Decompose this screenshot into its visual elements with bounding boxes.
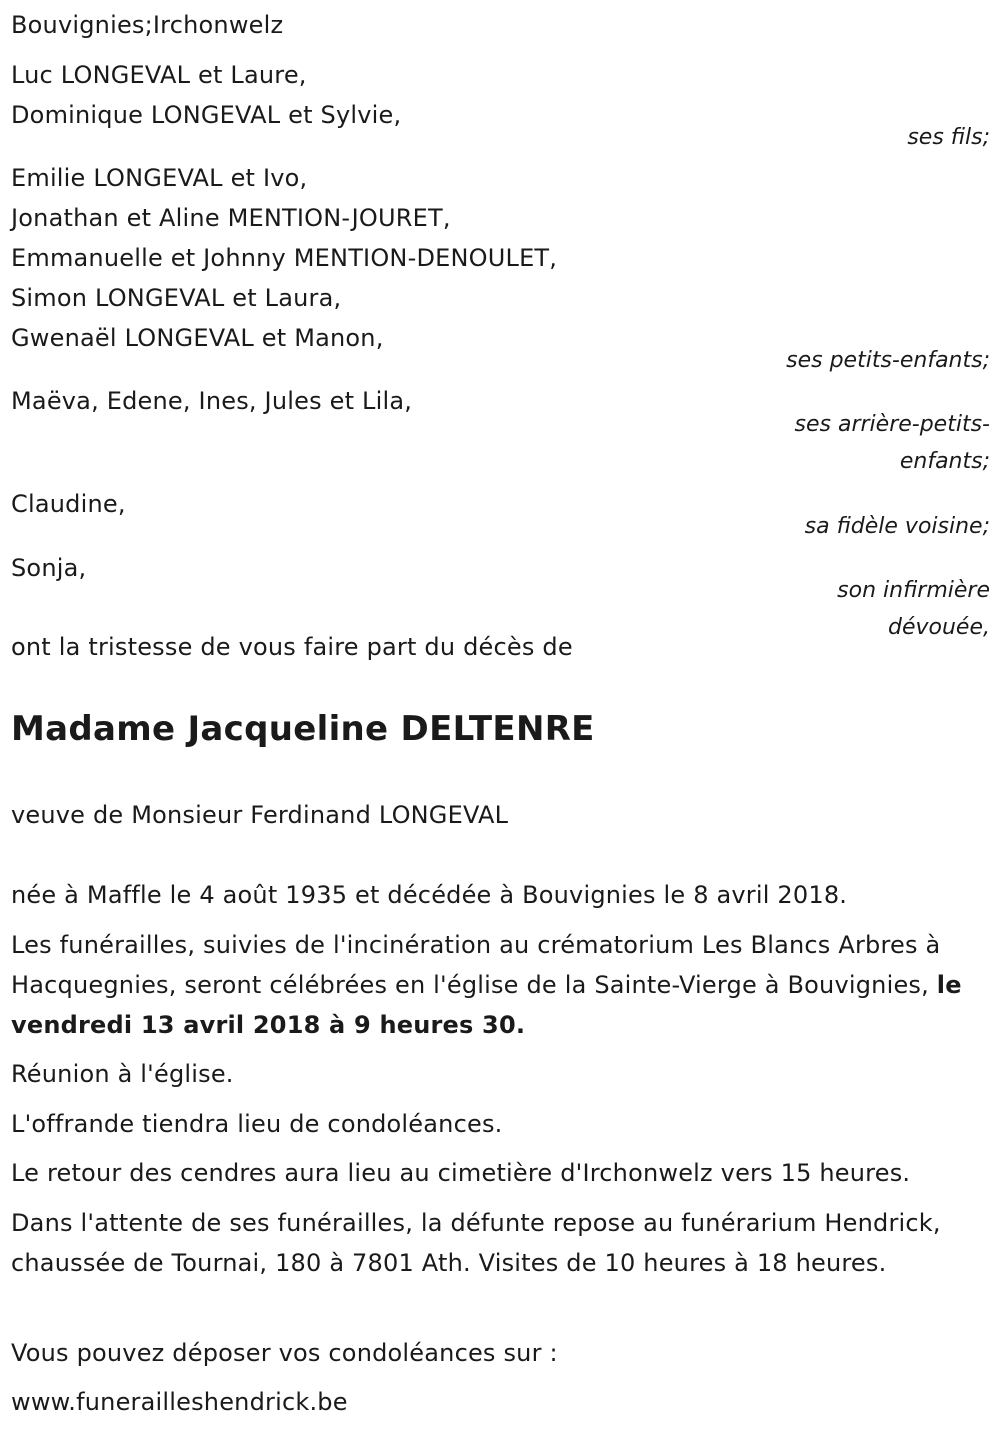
nurse: Sonja, bbox=[11, 554, 87, 582]
grandchild-4: Simon LONGEVAL et Laura, bbox=[11, 284, 342, 312]
repose-text: Dans l'attente de ses funérailles, la défunte repose au funérarium Hendrick, chaussée de Tournai, 180 à 7801 Ath. Visites de 10 heures à 18 heures. bbox=[11, 1209, 941, 1277]
birth-death: née à Maffle le 4 août 1935 et décédée à Bouvignies le 8 avril 2018. bbox=[11, 881, 848, 909]
funeral-date: le vendredi 13 avril 2018 à 9 heures 30. bbox=[11, 971, 962, 1039]
grandchild-2: Jonathan et Aline MENTION-JOURET, bbox=[11, 204, 451, 232]
sons-role: ses fils; bbox=[907, 125, 990, 150]
grandchild-3: Emmanuelle et Johnny MENTION-DENOULET, bbox=[11, 244, 558, 272]
grandchildren-role: ses petits-enfants; bbox=[786, 348, 990, 373]
deceased-name: Madame Jacqueline DELTENRE bbox=[11, 709, 595, 749]
son-1: Luc LONGEVAL et Laure, bbox=[11, 61, 307, 89]
widow-of: veuve de Monsieur Ferdinand LONGEVAL bbox=[11, 801, 509, 829]
ashes-text: Le retour des cendres aura lieu au cimetière d'Irchonwelz vers 15 heures. bbox=[11, 1159, 911, 1187]
offering-text: L'offrande tiendra lieu de condoléances. bbox=[11, 1110, 503, 1138]
son-2: Dominique LONGEVAL et Sylvie, bbox=[11, 101, 402, 129]
neighbour-role: sa fidèle voisine; bbox=[804, 514, 990, 539]
condolences-website-link[interactable]: www.funerailleshendrick.be bbox=[11, 1388, 348, 1416]
meeting-text: Réunion à l'église. bbox=[11, 1060, 234, 1088]
neighbour: Claudine, bbox=[11, 490, 126, 518]
funeral-paragraph bbox=[11, 925, 986, 1045]
funeral-text: Les funérailles, suivies de l'incinération au crématorium Les Blancs Arbres à Hacquegnies, seront célébrées en l'église de la Sainte-Vierge à Bouvignies, bbox=[11, 931, 941, 999]
announcement-text: ont la tristesse de vous faire part du décès de bbox=[11, 633, 573, 661]
great-grandchildren: Maëva, Edene, Ines, Jules et Lila, bbox=[11, 387, 413, 415]
grandchild-5: Gwenaël LONGEVAL et Manon, bbox=[11, 324, 384, 352]
location-header: Bouvignies;Irchonwelz bbox=[11, 11, 284, 39]
nurse-role: son infirmière dévouée, bbox=[837, 578, 990, 640]
grandchild-1: Emilie LONGEVAL et Ivo, bbox=[11, 164, 308, 192]
great-grandchildren-role: ses arrière-petits-enfants; bbox=[794, 412, 990, 474]
condolences-intro: Vous pouvez déposer vos condoléances sur : bbox=[11, 1339, 558, 1367]
